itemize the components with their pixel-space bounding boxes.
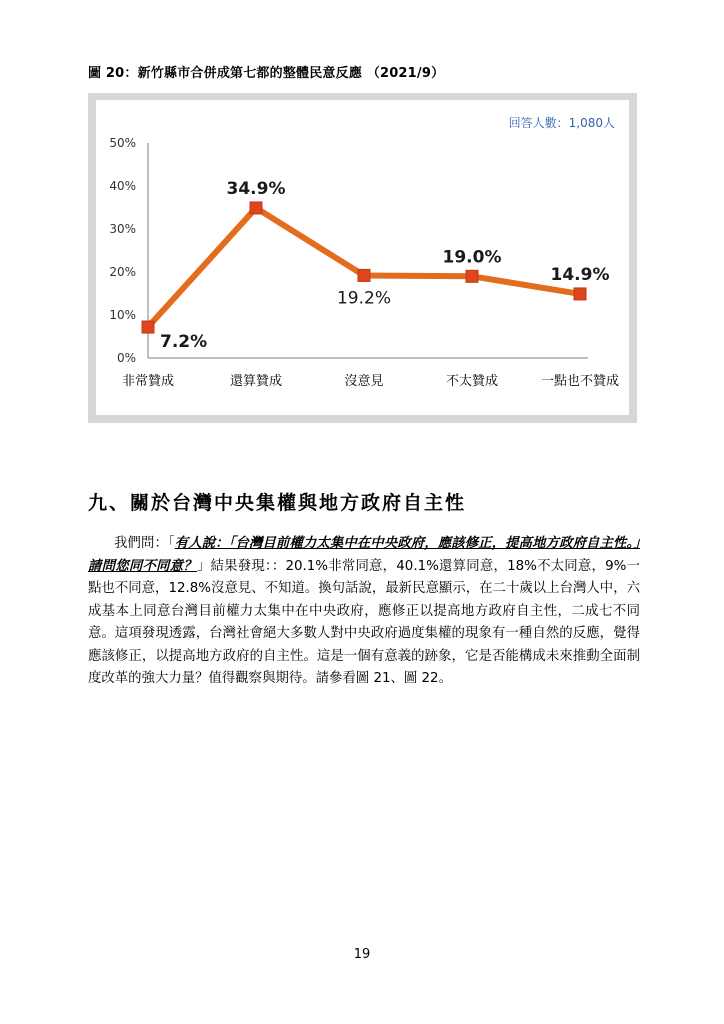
data-label: 19.2%	[336, 288, 392, 309]
data-point-marker	[358, 269, 370, 281]
data-point-marker	[466, 270, 478, 282]
x-category-label: 一點也不贊成	[540, 374, 620, 389]
chart-frame	[88, 93, 637, 423]
y-tick-label: 30%	[109, 222, 136, 236]
y-tick-label: 40%	[109, 179, 136, 193]
data-label: 14.9%	[550, 264, 610, 285]
page-number: 19	[353, 947, 371, 962]
data-point-marker	[574, 288, 586, 300]
data-label: 34.9%	[226, 178, 286, 199]
respondents-count: 回答人數：1,080人	[508, 116, 615, 130]
line-chart	[96, 100, 629, 415]
survey-question: 有人說：「台灣目前權力太集中在中央政府，應該修正，提高地方政府自主性。」請問您同不同意？	[88, 536, 640, 574]
y-tick-label: 50%	[109, 136, 136, 150]
data-point-marker	[250, 202, 262, 214]
x-category-label: 還算贊成	[229, 374, 283, 389]
x-category-label: 沒意見	[344, 374, 384, 389]
data-label: 7.2%	[160, 332, 208, 353]
y-tick-label: 0%	[116, 351, 136, 365]
y-tick-label: 10%	[109, 308, 136, 322]
section-title: 九、關於台灣中央集權與地方政府自主性	[88, 492, 467, 514]
x-category-label: 不太贊成	[445, 374, 499, 389]
body-paragraph	[88, 533, 640, 691]
x-category-label: 非常贊成	[121, 374, 175, 389]
data-series-line	[148, 208, 580, 327]
chart-area	[96, 100, 629, 415]
paragraph-body: 」結果發現：：20.1%非常同意，40.1%還算同意，18%不太同意，9%一點也不同意，12.8%沒意見、不知道。換句話說，最新民意顯示，在二十歲以上台灣人中，六成基本上同意台灣目前權力太集中在中央政府，應修正以提高地方政府自主性，二成七不同意。這項發現透露，台灣社會絕大多數人對中央政府過度集權的現象有一種自然的反應，覺得應該修正，以提高地方政府的自主性。這是一個有意義的跡象，它是否能構成未來推動全面制度改革的強大力量？值得觀察與期待。請參看圖 21、圖 22。	[88, 558, 640, 686]
y-tick-label: 20%	[109, 265, 136, 279]
figure-caption: 圖 20：新竹縣市合併成第七都的整體民意反應 （2021/9）	[88, 66, 445, 81]
data-label: 19.0%	[442, 247, 502, 268]
data-point-marker	[142, 321, 154, 333]
paragraph-lead: 我們問：「	[114, 536, 175, 551]
